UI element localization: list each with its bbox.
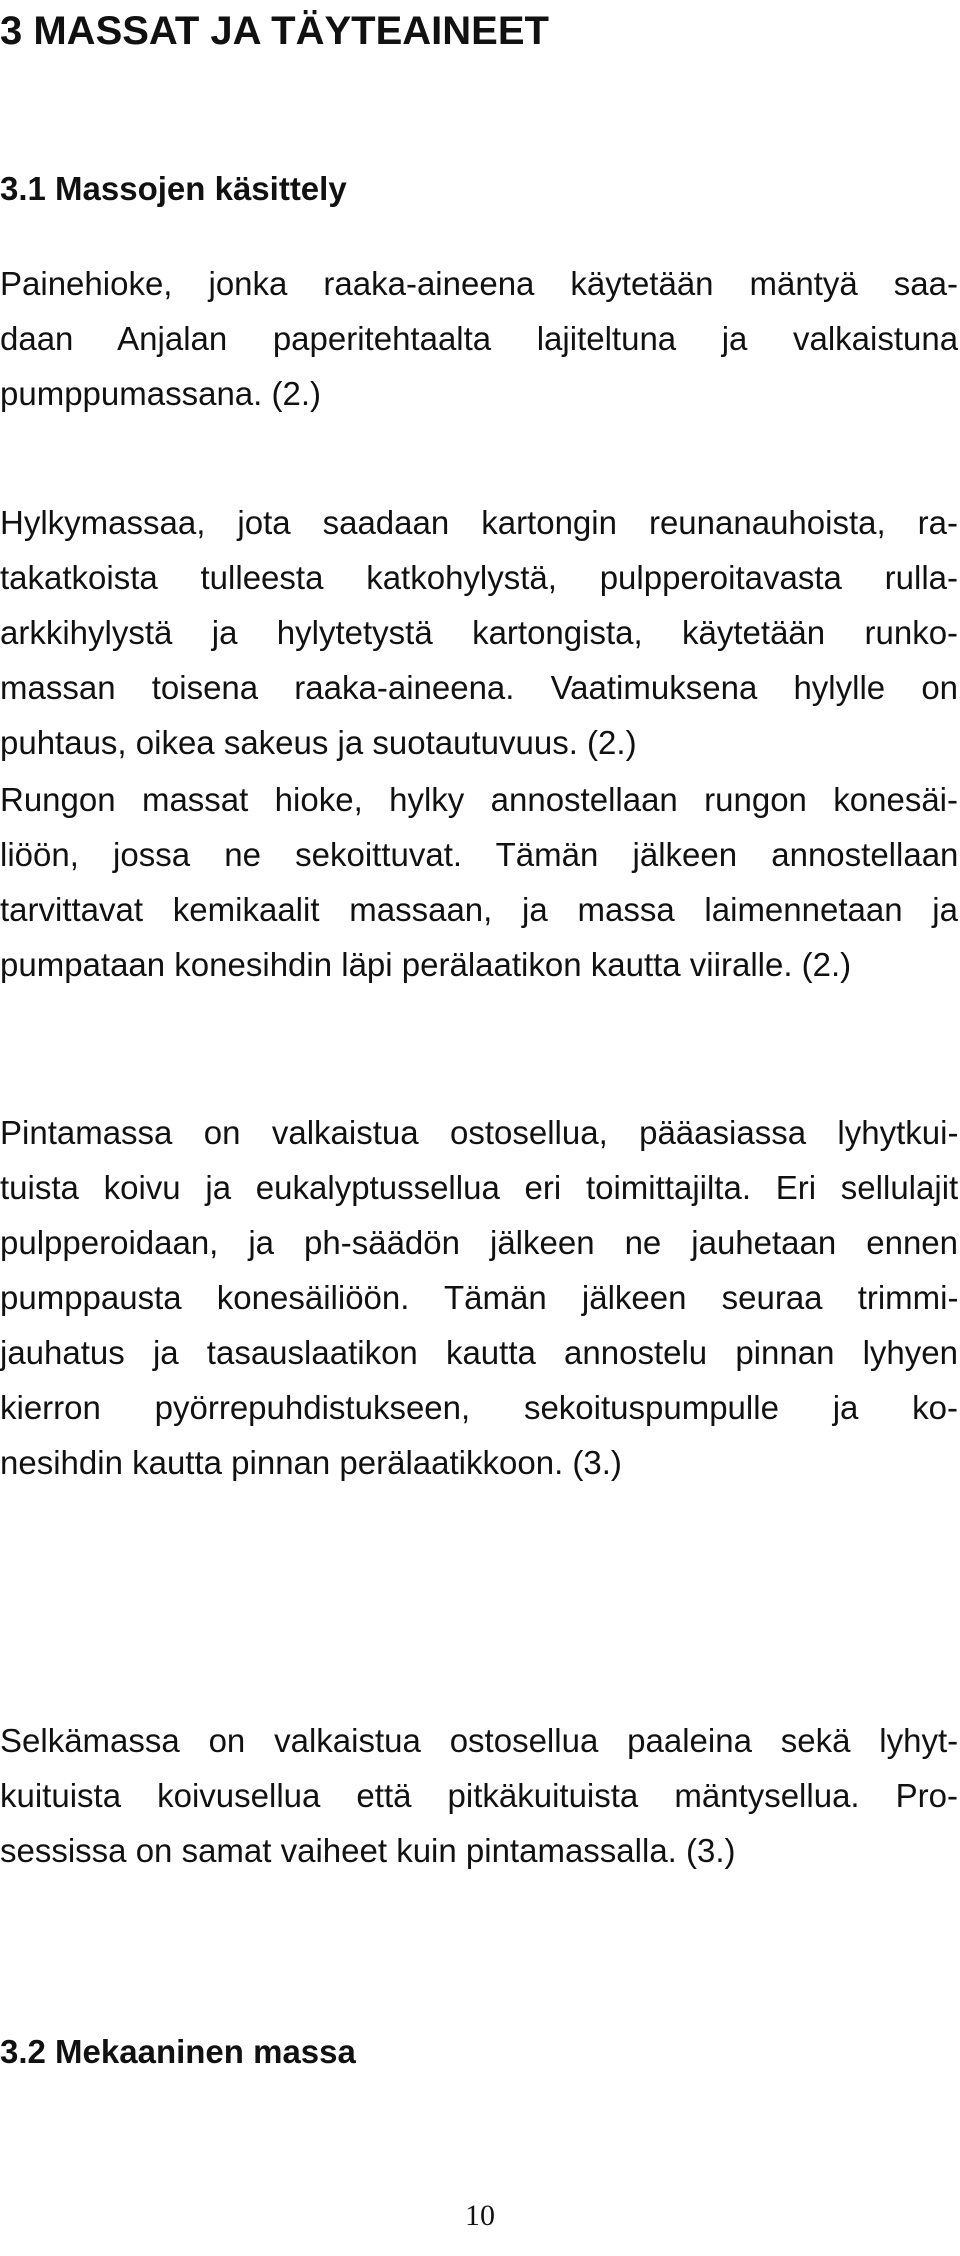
text-line: sessissa on samat vaiheet kuin pintamassalla. (3.) [0, 1832, 736, 1869]
section-heading-3-1: 3.1 Massojen käsittely [0, 170, 347, 207]
text-line: pumpataan konesihdin läpi perälaatikon kautta viiralle. (2.) [0, 946, 852, 983]
paragraph-rungon-massat [0, 772, 958, 992]
text-line: tuista koivu ja eukalyptussellua eri toimittajilta. Eri sellulajit [0, 1169, 959, 1206]
text-line: kuituista koivusellua että pitkäkuituista mäntysellua. Pro- [0, 1777, 958, 1814]
text-line: massan toisena raaka-aineena. Vaatimuksena hylylle on [0, 669, 959, 706]
page-number: 10 [465, 2199, 495, 2232]
text-line: Rungon massat hioke, hylky annostellaan rungon konesäi- [0, 781, 958, 818]
text-line: tarvittavat kemikaalit massaan, ja massa laimennetaan ja [0, 891, 958, 928]
text-line: nesihdin kautta pinnan perälaatikkoon. (3.) [0, 1444, 622, 1481]
text-line: jauhatus ja tasauslaatikon kautta annostelu pinnan lyhyen [0, 1334, 958, 1371]
text-line: liöön, jossa ne sekoittuvat. Tämän jälkeen annostellaan [0, 836, 959, 873]
paragraph-pintamassa [0, 1105, 958, 1490]
paragraph-painehioke [0, 256, 958, 421]
text-line: kierron pyörrepuhdistukseen, sekoituspumpulle ja ko- [0, 1389, 958, 1426]
text-line: takatkoista tulleesta katkohylystä, pulpperoitavasta rulla- [0, 559, 958, 596]
text-line: Pintamassa on valkaistua ostosellua, pääasiassa lyhytkui- [0, 1114, 959, 1151]
text-line: Selkämassa on valkaistua ostosellua paaleina sekä lyhyt- [0, 1722, 959, 1759]
text-line: daan Anjalan paperitehtaalta lajiteltuna ja valkaistuna [0, 320, 959, 357]
paragraph-selkamassa [0, 1713, 958, 1878]
text-line: puhtaus, oikea sakeus ja suotautuvuus. (2.) [0, 724, 637, 761]
text-line: pumppausta konesäiliöön. Tämän jälkeen seuraa trimmi- [0, 1279, 959, 1316]
paragraph-hylkymassa [0, 495, 958, 770]
text-line: arkkihylystä ja hylytetystä kartongista, käytetään runko- [0, 614, 959, 651]
text-line: Painehioke, jonka raaka-aineena käytetään mäntyä saa- [0, 265, 958, 302]
chapter-heading: 3 MASSAT JA TÄYTEAINEET [0, 9, 549, 53]
text-line: pumppumassana. (2.) [0, 375, 321, 412]
text-line: Hylkymassaa, jota saadaan kartongin reunanauhoista, ra- [0, 504, 958, 541]
section-heading-3-2: 3.2 Mekaaninen massa [0, 2033, 356, 2070]
text-line: pulpperoidaan, ja ph-säädön jälkeen ne jauhetaan ennen [0, 1224, 959, 1261]
